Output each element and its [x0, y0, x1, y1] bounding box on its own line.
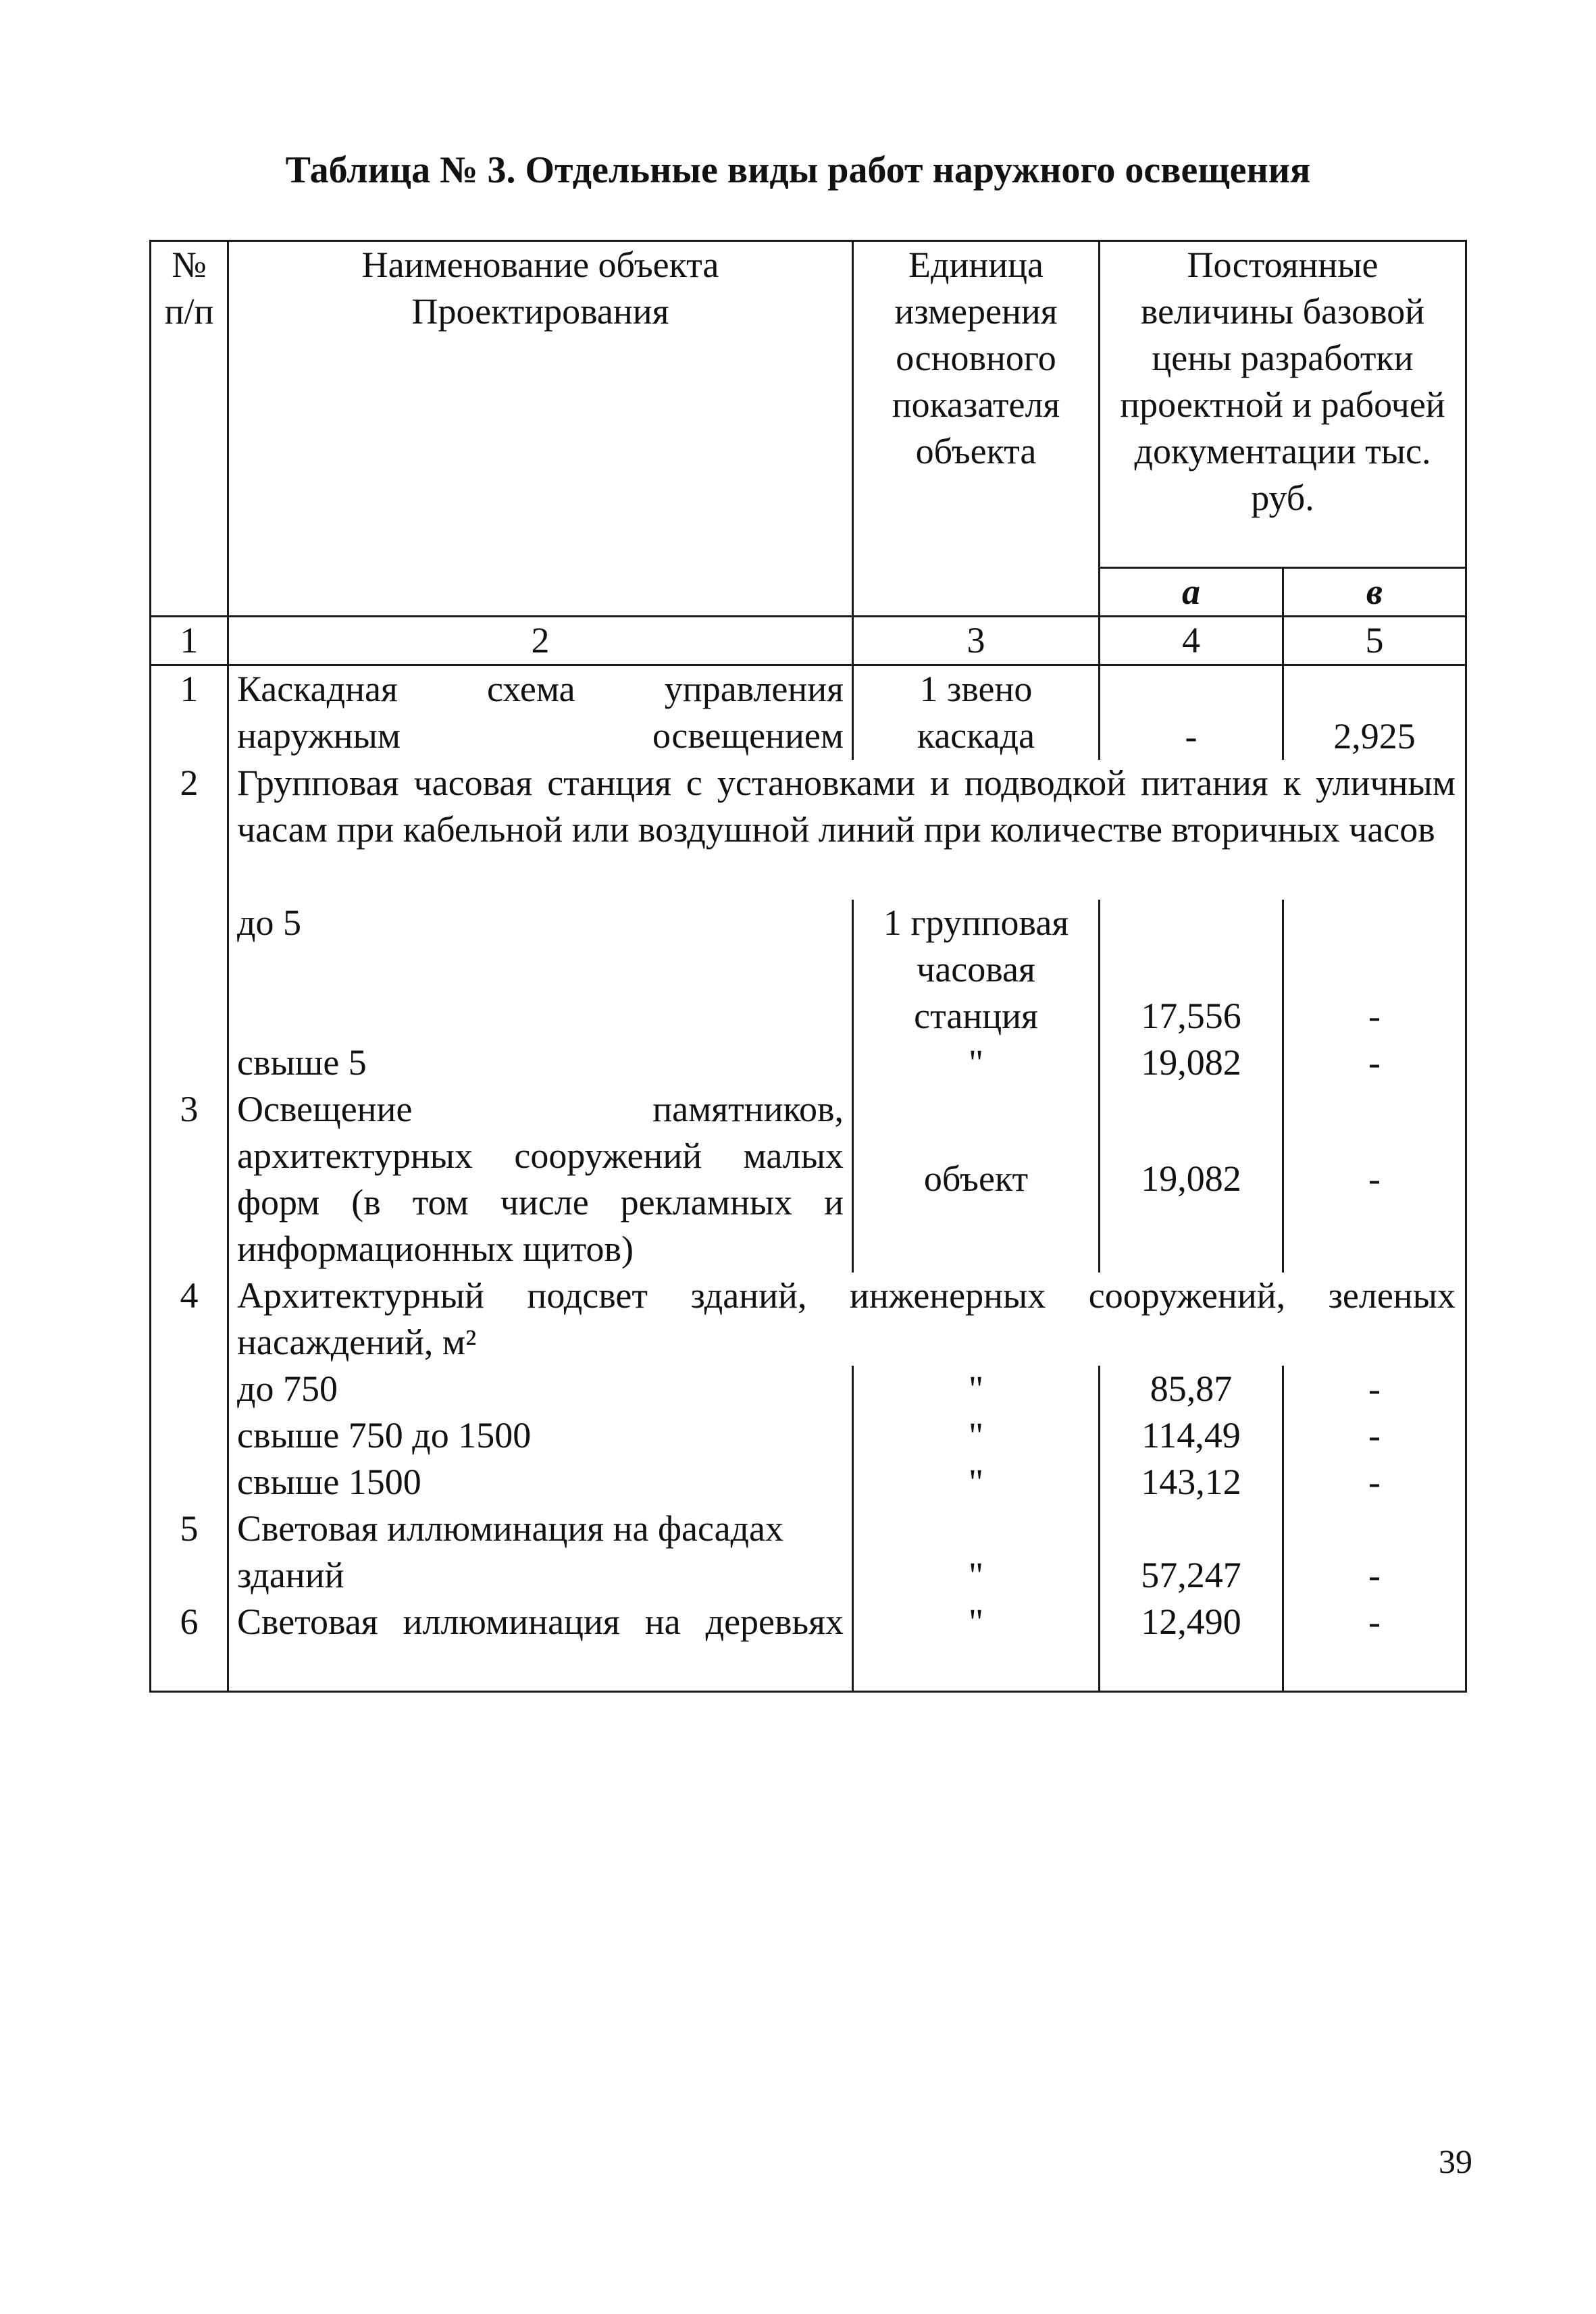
row-4-sub-1-name: до 750	[228, 1366, 853, 1412]
row-6-name-text: Световая иллюминация на деревьях	[237, 1601, 844, 1642]
row-2-sub-2-value-v: -	[1283, 1039, 1466, 1086]
row-2-sub-1-value-a: 17,556	[1100, 900, 1283, 1039]
row-5-number: 5	[151, 1506, 228, 1599]
row-2-number: 2	[151, 760, 228, 900]
row-3-name: Освещение памятников, архитектурных сооружений малых форм (в том числе рекламных и информационных щитов)	[228, 1086, 853, 1272]
row-2-sub-2-value-a: 19,082	[1100, 1039, 1283, 1086]
row-5-unit: "	[853, 1506, 1100, 1599]
row-3-value-a: 19,082	[1100, 1086, 1283, 1272]
pricing-table	[149, 240, 1467, 1693]
row-3-value-v: -	[1283, 1086, 1466, 1272]
row-1-unit: 1 звено каскада	[853, 665, 1100, 760]
header-base-price: Постоянные величины базовой цены разработки проектной и рабочей документации тыс. руб.	[1100, 241, 1466, 568]
row-2-sub-2-name: свыше 5	[228, 1039, 853, 1086]
row-5-value-v: -	[1283, 1506, 1466, 1599]
row-6-number: 6	[151, 1599, 228, 1692]
row-6-value-a: 12,490	[1100, 1599, 1283, 1692]
row-2-sub-1-name: до 5	[228, 900, 853, 1039]
row-2-heading: Групповая часовая станция с установками и подводкой питания к уличным часам при кабельной или воздушной линий при количестве вторичных часов	[228, 760, 1466, 900]
header-number: № п/п	[151, 241, 228, 617]
row-2-sub-2-unit: "	[853, 1039, 1100, 1086]
col-number-1: 1	[151, 617, 228, 665]
row-4-sub-3-unit: "	[853, 1459, 1100, 1506]
row-1-name: Каскадная схема управления наружным освещением	[228, 665, 853, 760]
col-number-2: 2	[228, 617, 853, 665]
row-4-sub-1-value-a: 85,87	[1100, 1366, 1283, 1412]
row-4-sub-2-value-a: 114,49	[1100, 1412, 1283, 1459]
row-5-value-a: 57,247	[1100, 1506, 1283, 1599]
row-5-name: Световая иллюминация на фасадах зданий	[228, 1506, 853, 1599]
header-unit: Единица измерения основного показателя объекта	[853, 241, 1100, 617]
row-4-number: 4	[151, 1272, 228, 1366]
row-4-heading: Архитектурный подсвет зданий, инженерных сооружений, зеленых насаждений, м²	[228, 1272, 1466, 1366]
row-4-sub-2-value-v: -	[1283, 1412, 1466, 1459]
row-4-sub-1-unit: "	[853, 1366, 1100, 1412]
row-4-sub-2-unit: "	[853, 1412, 1100, 1459]
page-number: 39	[1439, 2142, 1472, 2180]
col-number-5: 5	[1283, 617, 1466, 665]
header-sub-a: а	[1100, 568, 1283, 617]
row-2-sub-1-unit: 1 групповая часовая станция	[853, 900, 1100, 1039]
row-6-name	[228, 1599, 853, 1692]
col-number-4: 4	[1100, 617, 1283, 665]
row-4-sub-2-name: свыше 750 до 1500	[228, 1412, 853, 1459]
row-3-number: 3	[151, 1086, 228, 1272]
header-object-name: Наименование объекта Проектирования	[228, 241, 853, 617]
row-3-unit: объект	[853, 1086, 1100, 1272]
col-number-3: 3	[853, 617, 1100, 665]
row-6-unit: "	[853, 1599, 1100, 1692]
table-title: Таблица № 3. Отдельные виды работ наружного освещения	[285, 149, 1311, 191]
row-6-value-v: -	[1283, 1599, 1466, 1692]
row-4-sub-3-value-a: 143,12	[1100, 1459, 1283, 1506]
row-4-sub-3-value-v: -	[1283, 1459, 1466, 1506]
row-4-sub-1-value-v: -	[1283, 1366, 1466, 1412]
row-1-value-v: 2,925	[1283, 665, 1466, 760]
row-1-value-a: -	[1100, 665, 1283, 760]
row-1-number: 1	[151, 665, 228, 760]
header-sub-v: в	[1283, 568, 1466, 617]
row-2-sub-1-value-v: -	[1283, 900, 1466, 1039]
row-4-sub-3-name: свыше 1500	[228, 1459, 853, 1506]
